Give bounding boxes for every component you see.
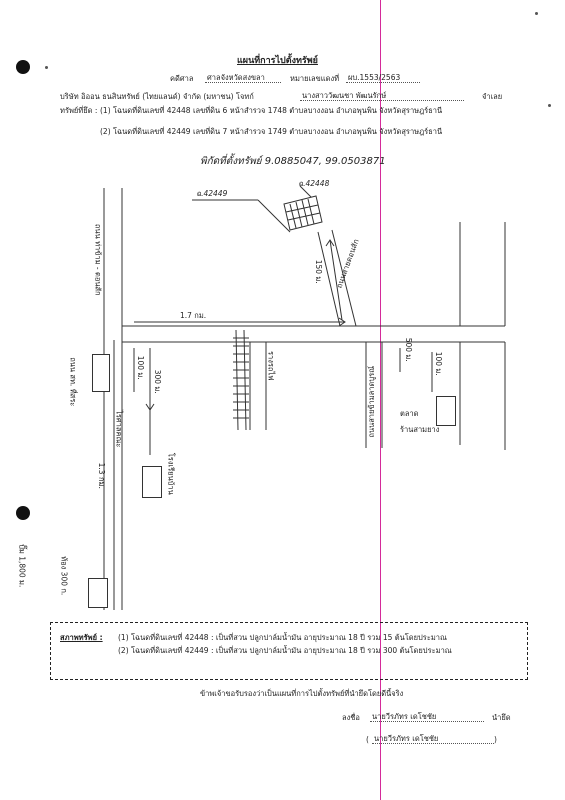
market-box xyxy=(436,396,456,426)
defendant-suffix: จำเลย xyxy=(482,92,503,101)
property-label: ทรัพย์ที่ยึด : xyxy=(60,106,98,115)
close-paren: ) xyxy=(494,735,497,744)
case-court-value: ศาลจังหวัดสงขลา xyxy=(205,74,281,83)
open-paren: ( xyxy=(366,735,369,744)
signature-name: นายวีรภัทร เดโชชัย xyxy=(370,713,484,722)
landmark-box-3 xyxy=(88,578,108,608)
signature-label: ลงชื่อ xyxy=(342,713,360,722)
distance-100-left: 100 ม. xyxy=(135,355,145,380)
plot-label-42448: ฉ.42448 xyxy=(298,179,330,188)
case-number-label: หมายเลขแดงที่ xyxy=(290,74,340,83)
signature-role: นำยึด xyxy=(492,713,511,722)
certification-text: ข้าพเจ้าขอรับรองว่าเป็นแผนที่การไปตั้งทรัพย์ที่นำยึดโดยดีนี้จริง xyxy=(200,689,404,698)
coordinate-note: พิกัดที่ตั้งทรัพย์ 9.0885047, 99.0503871 xyxy=(200,156,386,167)
printed-name: นายวีรภัทร เดโชชัย xyxy=(372,735,494,744)
property-item-2: (2) โฉนดที่ดินเลขที่ 42449 เลขที่ดิน 7 หน้าสำรวจ 1749 ตำบลบางงอน อำเภอพุนพิน จังหวัดสุราษฎร์ธานี xyxy=(100,127,443,136)
distance-500: 500 ม. xyxy=(403,337,413,362)
property-item-1: (1) โฉนดที่ดินเลขที่ 42448 เลขที่ดิน 6 หน้าสำรวจ 1748 ตำบลบางงอน อำเภอพุนพิน จังหวัดสุราษฎร์ธานี xyxy=(100,106,443,115)
road-left-label: ถนน ท่าข้าม - ดอนสัก xyxy=(93,223,103,296)
market-label: ตลาด xyxy=(400,409,419,418)
distance-150: 150 ม. xyxy=(313,259,323,284)
page-title: แผนที่การไปตั้งทรัพย์ xyxy=(237,56,318,66)
distance-1-3km: 1.3 กม. xyxy=(96,462,106,489)
railway-label: รางรถไฟ xyxy=(266,350,276,381)
defendant: นางสาววัฒนชา พัฒนรักษ์ xyxy=(300,92,464,101)
distance-1-7km: 1.7 กม. xyxy=(180,311,207,320)
school-label: โรงเรียนบ้าน xyxy=(166,452,176,495)
road-branch-label: ถนน สท. ที่สระ xyxy=(68,357,78,407)
case-court-label: คดีศาล xyxy=(170,74,194,83)
ref-note: ปั๊ม 1,800 ม. xyxy=(17,544,27,588)
case-number-value: ผบ.1553/2563 xyxy=(346,74,420,83)
shop-label: ร้านสามยาง xyxy=(400,425,440,434)
landmark-box-2 xyxy=(142,466,162,498)
distance-100-right: 100 ม. xyxy=(433,351,443,376)
condition-item-2: (2) โฉนดที่ดินเลขที่ 42449 : เป็นที่สวน ปลูกปาล์มน้ำมัน อายุประมาณ 18 ปี รวม 300 ต้นโดยประมาณ xyxy=(118,646,452,655)
condition-item-1: (1) โฉนดที่ดินเลขที่ 42448 : เป็นที่สวน ปลูกปาล์มน้ำมัน อายุประมาณ 18 ปี รวม 15 ต้นโดยประมาณ xyxy=(118,633,447,642)
village-label: ไร่ศาลคณะ xyxy=(114,410,124,448)
plaintiff: บริษัท อิออน ธนสินทรัพย์ (ไทยแลนด์) จำกัด (มหาชน) โจทก์ xyxy=(60,92,254,101)
village-300: ท้อง 300 ก. xyxy=(59,556,69,596)
distance-300: 300 ม. xyxy=(152,369,162,394)
road-right-label: ถนนสายข้ามลาดบูรณ์ xyxy=(367,365,377,438)
landmark-box-1 xyxy=(92,354,110,392)
plot-label-42449: ฉ.42449 xyxy=(196,189,228,198)
road-alt-label: ถนนสายดอนสัก xyxy=(334,237,361,290)
condition-label: สภาพทรัพย์ : xyxy=(60,633,103,642)
